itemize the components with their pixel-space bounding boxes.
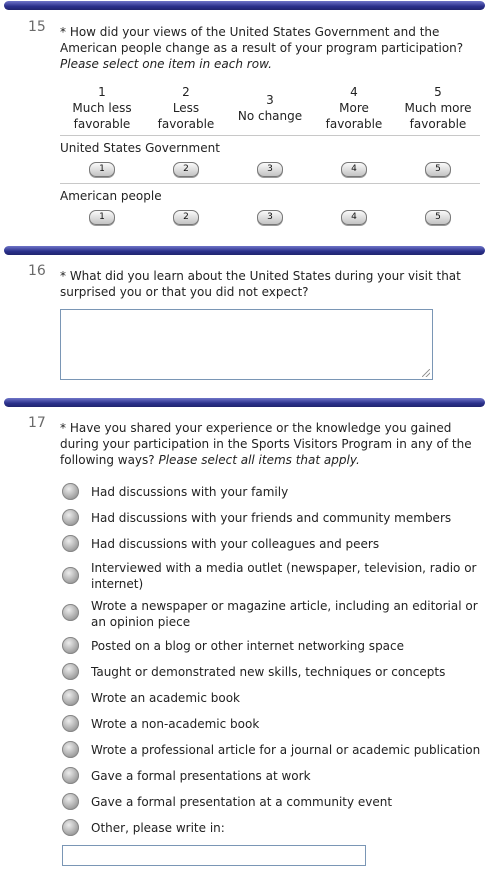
radio-icon[interactable]	[62, 715, 79, 732]
column-label: Less favorable	[157, 101, 215, 131]
column-number: 5	[434, 85, 442, 99]
row-label: United States Government	[60, 141, 220, 155]
column-number: 1	[98, 85, 106, 99]
column-label: More favorable	[325, 101, 383, 131]
option-label: Posted on a blog or other internet networking space	[91, 639, 405, 653]
column-number: 3	[266, 93, 274, 107]
column-header	[314, 84, 394, 132]
column-label: No change	[237, 109, 303, 123]
column-header	[230, 92, 310, 124]
rating-button[interactable]: 3	[257, 210, 283, 225]
option-label: Had discussions with your colleagues and peers	[91, 537, 380, 551]
option-label: Gave a formal presentation at a community event	[91, 795, 393, 809]
radio-icon[interactable]	[62, 819, 79, 836]
rating-button[interactable]: 2	[173, 162, 199, 177]
radio-icon[interactable]	[62, 567, 79, 584]
question-prompt: * Have you shared your experience or the knowledge you gained during your participation in the Sports Visitors Program in any of the following ways?	[60, 421, 472, 467]
option-label: Had discussions with your family	[91, 485, 289, 499]
radio-icon[interactable]	[62, 509, 79, 526]
question-instruction: Please select all items that apply.	[158, 453, 360, 467]
row-divider	[60, 183, 480, 184]
option-label: Wrote a non-academic book	[91, 717, 260, 731]
section-divider	[4, 398, 485, 407]
column-label: Much more favorable	[404, 101, 472, 131]
rating-button[interactable]: 4	[341, 162, 367, 177]
answer-textarea[interactable]	[60, 309, 433, 380]
option-label: Wrote a newspaper or magazine article, including an editorial or an opinion piece	[91, 599, 478, 629]
resize-grip-icon[interactable]	[422, 369, 430, 377]
option-label: Gave a formal presentations at work	[91, 769, 311, 783]
option-label: Taught or demonstrated new skills, techniques or concepts	[91, 665, 446, 679]
radio-icon[interactable]	[62, 793, 79, 810]
question-text	[60, 420, 480, 468]
row-divider	[60, 135, 480, 136]
radio-icon[interactable]	[62, 741, 79, 758]
question-text	[60, 24, 480, 72]
rating-button[interactable]: 1	[89, 162, 115, 177]
question-instruction: Please select one item in each row.	[60, 57, 272, 71]
section-divider	[4, 246, 485, 255]
column-header	[62, 84, 142, 132]
option-label: Interviewed with a media outlet (newspaper, television, radio or internet)	[91, 561, 477, 591]
section-divider	[4, 1, 485, 10]
rating-button[interactable]: 1	[89, 210, 115, 225]
question-number: 15	[28, 19, 46, 35]
question-text: * What did you learn about the United States during your visit that surprised you or that you did not expect?	[60, 269, 461, 299]
option-label: Had discussions with your friends and community members	[91, 511, 452, 525]
rating-button[interactable]: 2	[173, 210, 199, 225]
column-number: 4	[350, 85, 358, 99]
option-label: Wrote a professional article for a journal or academic publication	[91, 743, 481, 757]
column-header	[398, 84, 478, 132]
column-header	[146, 84, 226, 132]
radio-icon[interactable]	[62, 483, 79, 500]
row-label: American people	[60, 189, 162, 203]
radio-icon[interactable]	[62, 535, 79, 552]
question-number: 16	[28, 263, 46, 279]
column-label: Much less favorable	[72, 101, 132, 131]
question-prompt: * How did your views of the United States Government and the American people change as a result of your program participation?	[60, 25, 464, 55]
radio-icon[interactable]	[62, 637, 79, 654]
rating-button[interactable]: 5	[425, 210, 451, 225]
radio-icon[interactable]	[62, 604, 79, 621]
column-number: 2	[182, 85, 190, 99]
radio-icon[interactable]	[62, 663, 79, 680]
other-text-input[interactable]	[62, 845, 366, 866]
option-label: Wrote an academic book	[91, 691, 241, 705]
question-number: 17	[28, 415, 46, 431]
radio-icon[interactable]	[62, 689, 79, 706]
rating-button[interactable]: 5	[425, 162, 451, 177]
option-label: Other, please write in:	[91, 821, 225, 835]
radio-icon[interactable]	[62, 767, 79, 784]
rating-button[interactable]: 3	[257, 162, 283, 177]
rating-button[interactable]: 4	[341, 210, 367, 225]
